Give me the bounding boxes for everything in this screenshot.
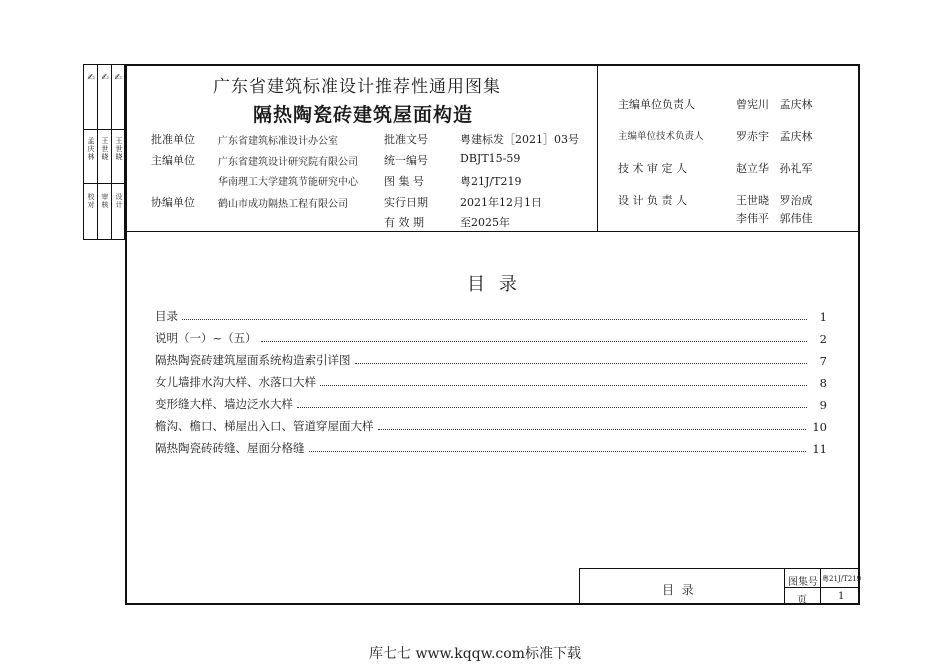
toc-item-page: 2 bbox=[819, 332, 827, 346]
toc-item[interactable] bbox=[155, 372, 827, 390]
toc-item-page: 1 bbox=[819, 310, 827, 324]
chief-unit-1: 广东省建筑设计研究院有限公司 bbox=[218, 157, 358, 168]
resp-names-design: 王世晓 罗治成 bbox=[736, 194, 813, 207]
strip-label-proofread: 校对 bbox=[87, 193, 95, 209]
effective-date: 2021年12月1日 bbox=[460, 196, 542, 209]
header-divider bbox=[126, 231, 859, 232]
header-vertical-divider bbox=[597, 65, 598, 231]
chief-unit-label: 主编单位 bbox=[151, 154, 195, 167]
strip-name-1: 孟庆林 bbox=[87, 137, 95, 161]
toc-dot-leader bbox=[182, 319, 807, 320]
toc-item[interactable] bbox=[155, 306, 827, 324]
strip-label-review: 审核 bbox=[101, 193, 109, 209]
toc-item[interactable] bbox=[155, 438, 827, 456]
toc-dot-leader bbox=[320, 385, 807, 386]
toc-item-page: 9 bbox=[819, 398, 827, 412]
approval-unit: 广东省建筑标准设计办公室 bbox=[218, 136, 338, 147]
approval-doc-label: 批准文号 bbox=[384, 133, 428, 146]
toc-dot-leader bbox=[261, 341, 807, 342]
toc-item-label: 目录 bbox=[155, 309, 178, 323]
resp-names-tech: 罗赤宇 孟庆林 bbox=[736, 130, 813, 143]
toc-item-label: 隔热陶瓷砖砖缝、屋面分格缝 bbox=[155, 441, 305, 455]
resp-role-design: 设 计 负 责 人 bbox=[618, 194, 687, 207]
signature-3: ✍ bbox=[113, 73, 123, 83]
toc-item[interactable] bbox=[155, 350, 827, 368]
atlas-no-label: 图 集 号 bbox=[384, 175, 424, 188]
toc-item-label: 女儿墙排水沟大样、水落口大样 bbox=[155, 375, 316, 389]
toc-item-label: 变形缝大样、墙边泛水大样 bbox=[155, 397, 293, 411]
toc-dot-leader bbox=[355, 363, 808, 364]
strip-label-design: 设计 bbox=[115, 193, 123, 209]
co-unit-label: 协编单位 bbox=[151, 196, 195, 209]
toc-item[interactable] bbox=[155, 328, 827, 346]
resp-names-design-2: 李伟平 郭伟佳 bbox=[736, 212, 813, 225]
toc-item-label: 隔热陶瓷砖建筑屋面系统构造索引详图 bbox=[155, 353, 351, 367]
approval-doc: 粤建标发［2021］03号 bbox=[460, 133, 579, 146]
sheet-title: 目 录 bbox=[662, 583, 694, 597]
review-signature-strip bbox=[83, 64, 125, 240]
page-number-block: 1 bbox=[838, 591, 845, 602]
page-label-block: 页 bbox=[797, 595, 807, 606]
toc-item-page: 10 bbox=[812, 420, 827, 434]
toc-dot-leader bbox=[378, 429, 807, 430]
site-footer-text: 库七七 www.kqqw.com标准下载 bbox=[369, 646, 581, 662]
toc-item-page: 11 bbox=[812, 442, 827, 456]
toc-title: 目录 bbox=[467, 274, 531, 295]
validity-label: 有 效 期 bbox=[384, 216, 424, 229]
approval-unit-label: 批准单位 bbox=[151, 133, 195, 146]
signature-1: ✍ bbox=[86, 73, 96, 83]
strip-name-3: 王世晓 bbox=[115, 137, 123, 161]
toc-item-page: 8 bbox=[819, 376, 827, 390]
resp-role-approver: 技 术 审 定 人 bbox=[618, 162, 687, 175]
effective-date-label: 实行日期 bbox=[384, 196, 428, 209]
toc-item-label: 檐沟、檐口、梯屋出入口、管道穿屋面大样 bbox=[155, 419, 374, 433]
series-title: 广东省建筑标准设计推荐性通用图集 bbox=[213, 77, 501, 97]
toc-item[interactable] bbox=[155, 416, 827, 434]
resp-role-chief: 主编单位负责人 bbox=[618, 98, 695, 111]
validity: 至2025年 bbox=[460, 216, 510, 229]
toc-dot-leader bbox=[297, 407, 807, 408]
main-title: 隔热陶瓷砖建筑屋面构造 bbox=[253, 104, 474, 126]
unified-no-label: 统一编号 bbox=[384, 154, 428, 167]
toc-item-page: 7 bbox=[819, 354, 827, 368]
resp-names-chief: 曾宪川 孟庆林 bbox=[736, 98, 813, 111]
atlas-no: 粤21J/T219 bbox=[460, 175, 522, 188]
chief-unit-2: 华南理工大学建筑节能研究中心 bbox=[218, 177, 358, 188]
resp-role-tech: 主编单位技术负责人 bbox=[618, 131, 704, 142]
strip-name-2: 王世晓 bbox=[101, 137, 109, 161]
resp-names-approver: 赵立华 孙礼军 bbox=[736, 162, 813, 175]
atlas-no-block: 粤21J/T219 bbox=[822, 575, 862, 583]
co-unit: 鹤山市成功隔热工程有限公司 bbox=[218, 199, 348, 210]
signature-2: ✍ bbox=[100, 73, 110, 83]
unified-no: DBJT15-59 bbox=[460, 152, 521, 165]
toc-item-label: 说明（一）~（五） bbox=[155, 331, 257, 345]
toc-dot-leader bbox=[309, 451, 807, 452]
toc-item[interactable] bbox=[155, 394, 827, 412]
atlas-no-label-block: 图集号 bbox=[788, 577, 818, 588]
